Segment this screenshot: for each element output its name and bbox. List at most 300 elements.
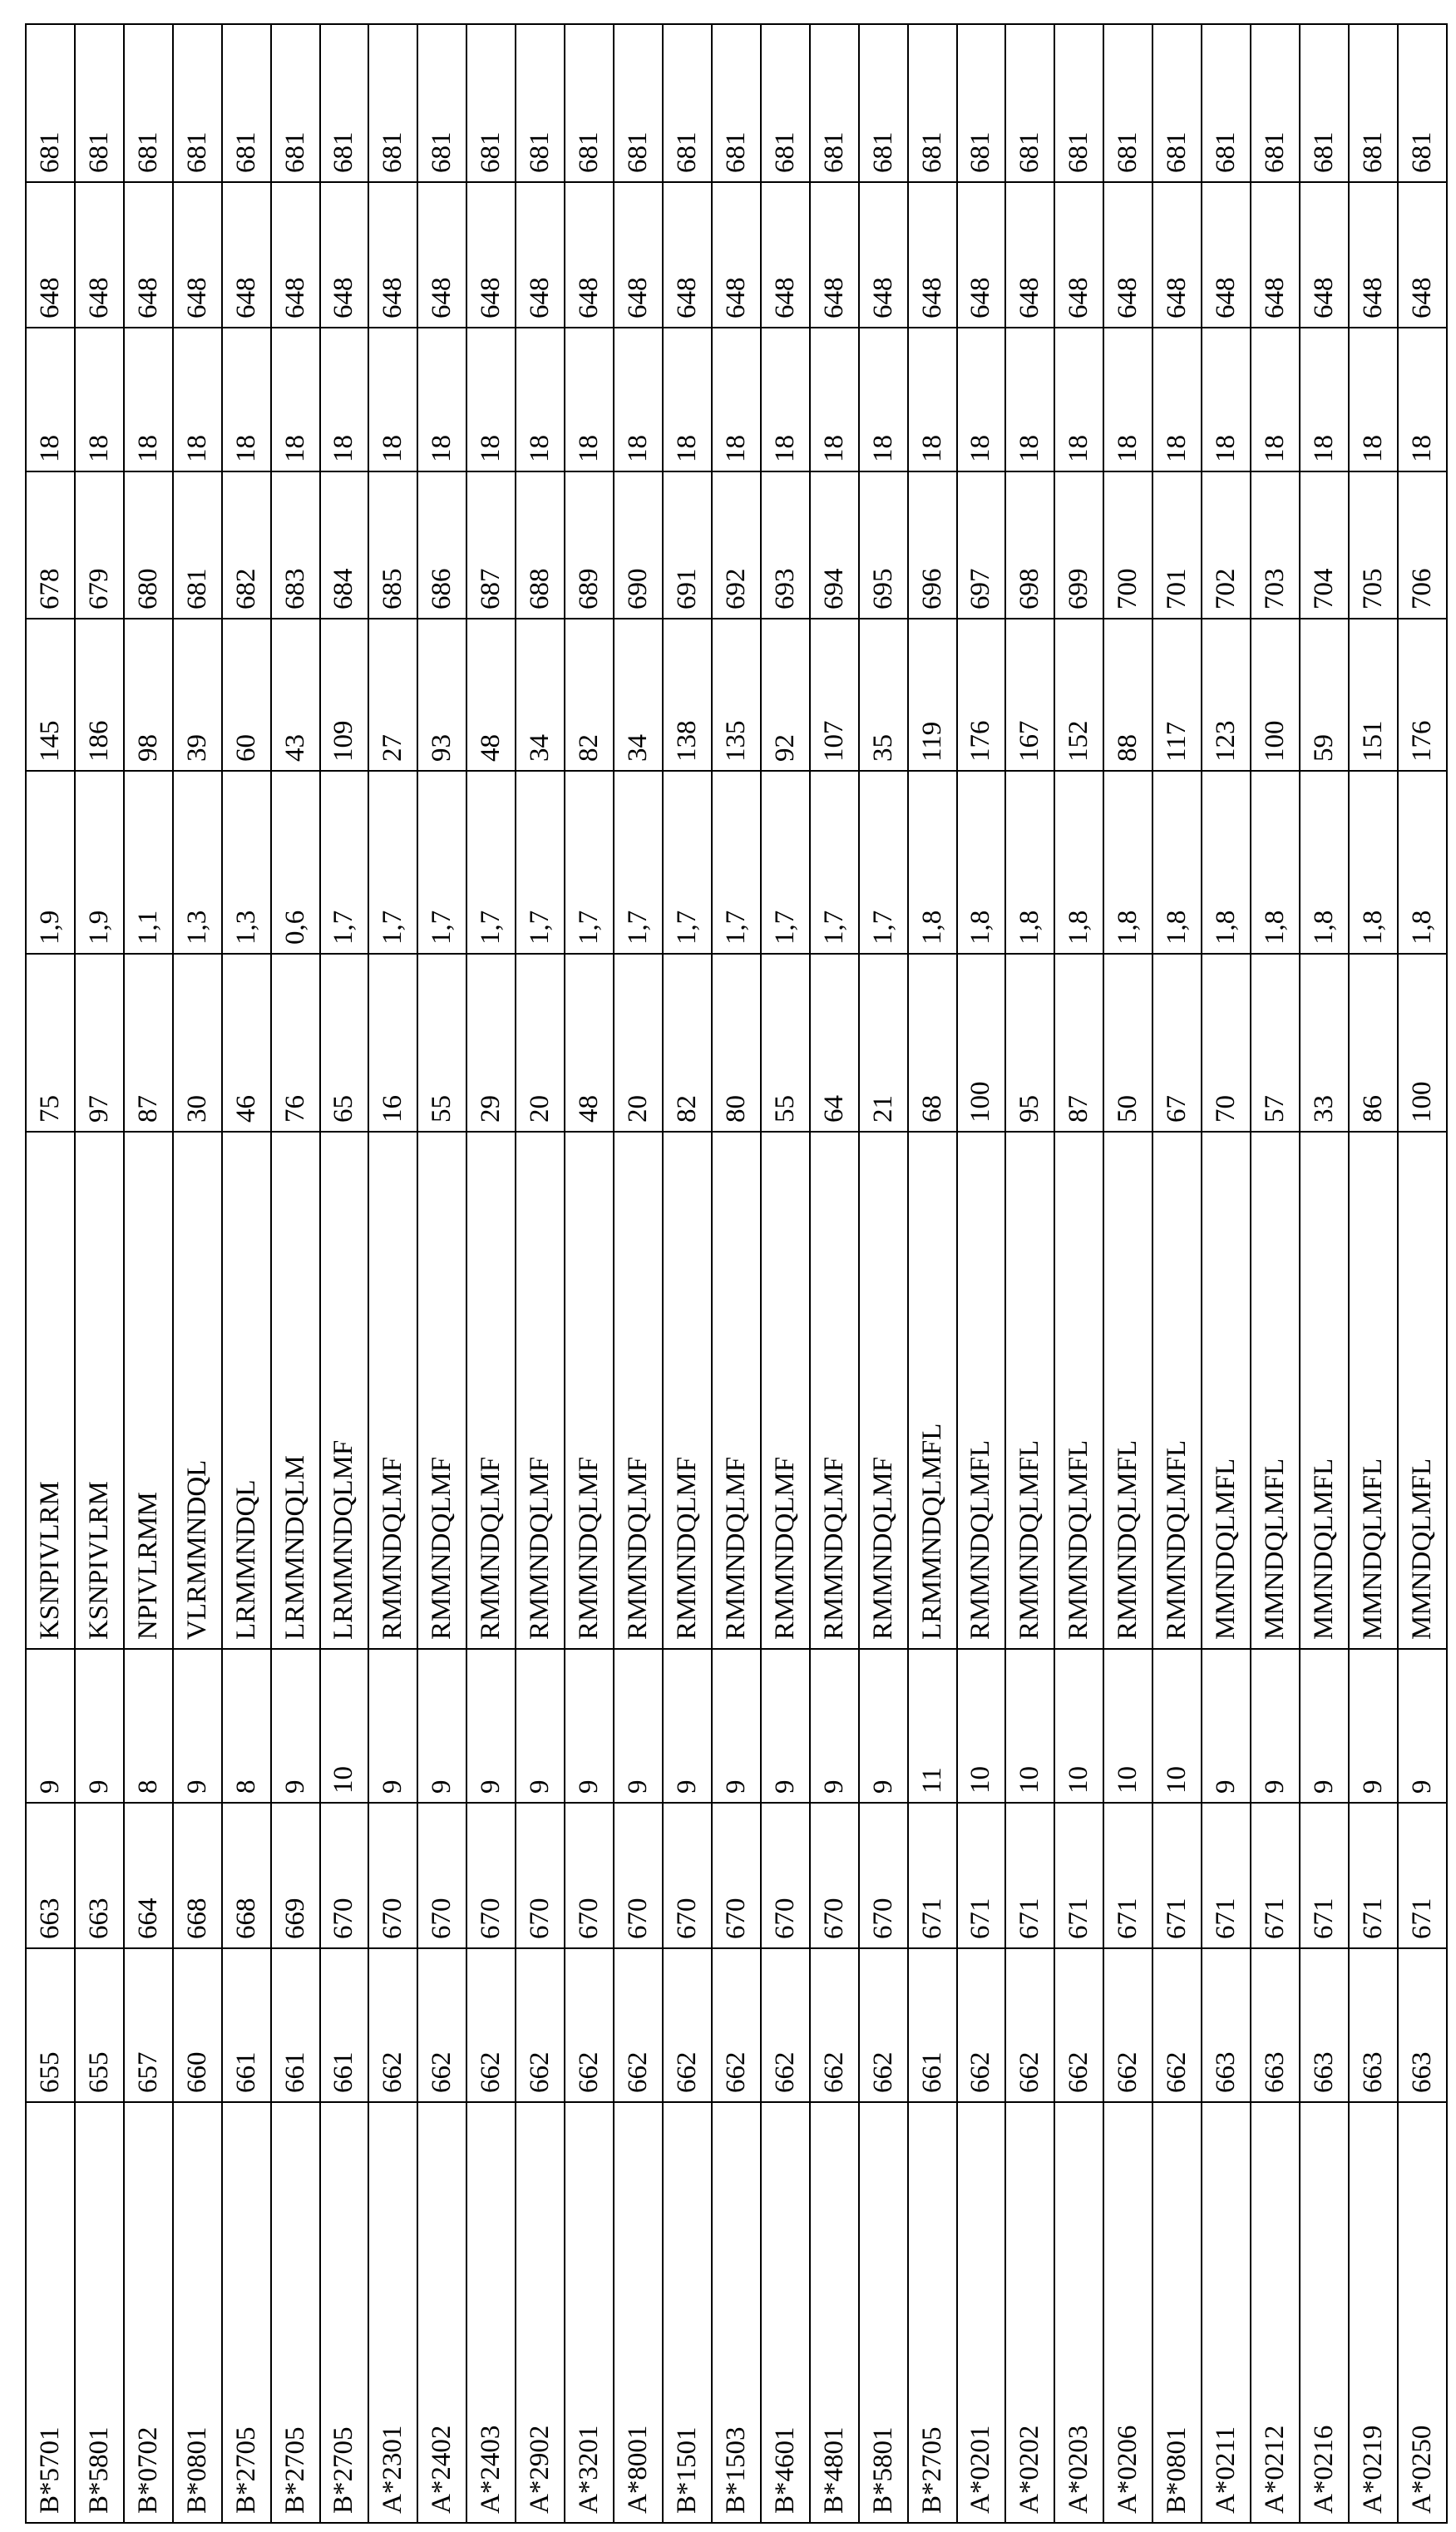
- cell-length: 9: [565, 1649, 614, 1803]
- cell-score: 21: [859, 954, 908, 1132]
- cell-end: 670: [761, 1803, 810, 1948]
- cell-peptide: RMMNDQLMFL: [1054, 1132, 1103, 1649]
- cell-value: 1,7: [516, 771, 565, 954]
- cell-col-12: 681: [1251, 24, 1300, 182]
- table-row: [810, 24, 859, 2523]
- cell-start: 662: [614, 1948, 663, 2102]
- table-row: [565, 24, 614, 2523]
- cell-entry-id: 691: [663, 471, 712, 619]
- cell-col-10: 18: [1103, 328, 1152, 471]
- cell-score: 70: [1202, 954, 1251, 1132]
- cell-end: 670: [516, 1803, 565, 1948]
- cell-rank: 109: [320, 619, 369, 771]
- cell-rank: 152: [1054, 619, 1103, 771]
- cell-end: 670: [466, 1803, 516, 1948]
- table-row: [761, 24, 810, 2523]
- cell-end: 670: [859, 1803, 908, 1948]
- cell-allele: A*0201: [957, 2102, 1006, 2523]
- cell-value: 0,6: [271, 771, 320, 954]
- cell-end: 671: [1398, 1803, 1447, 1948]
- cell-allele: B*1503: [712, 2102, 761, 2523]
- cell-col-11: 648: [222, 182, 271, 328]
- cell-col-10: 18: [1152, 328, 1202, 471]
- cell-rank: 123: [1202, 619, 1251, 771]
- cell-col-12: 681: [614, 24, 663, 182]
- cell-col-11: 648: [320, 182, 369, 328]
- cell-start: 662: [516, 1948, 565, 2102]
- cell-allele: A*0216: [1300, 2102, 1349, 2523]
- cell-col-11: 648: [124, 182, 173, 328]
- cell-col-10: 18: [614, 328, 663, 471]
- peptide-table: [25, 23, 1448, 2524]
- cell-peptide: RMMNDQLMF: [466, 1132, 516, 1649]
- cell-length: 10: [1103, 1649, 1152, 1803]
- cell-length: 9: [516, 1649, 565, 1803]
- cell-end: 668: [222, 1803, 271, 1948]
- cell-start: 663: [1349, 1948, 1398, 2102]
- cell-start: 662: [761, 1948, 810, 2102]
- table-row: [1398, 24, 1447, 2523]
- cell-start: 655: [75, 1948, 124, 2102]
- cell-entry-id: 705: [1349, 471, 1398, 619]
- cell-score: 65: [320, 954, 369, 1132]
- table-body: [26, 24, 1447, 2523]
- cell-length: 9: [810, 1649, 859, 1803]
- cell-value: 1,8: [1054, 771, 1103, 954]
- cell-start: 655: [26, 1948, 75, 2102]
- cell-col-12: 681: [761, 24, 810, 182]
- cell-peptide: RMMNDQLMFL: [1005, 1132, 1054, 1649]
- cell-peptide: MMNDQLMFL: [1202, 1132, 1251, 1649]
- cell-col-11: 648: [1251, 182, 1300, 328]
- cell-col-10: 18: [124, 328, 173, 471]
- table-row: [466, 24, 516, 2523]
- cell-entry-id: 678: [26, 471, 75, 619]
- cell-start: 662: [466, 1948, 516, 2102]
- cell-rank: 151: [1349, 619, 1398, 771]
- cell-allele: B*5801: [75, 2102, 124, 2523]
- cell-end: 671: [1152, 1803, 1202, 1948]
- cell-rank: 48: [466, 619, 516, 771]
- cell-rank: 167: [1005, 619, 1054, 771]
- cell-col-11: 648: [957, 182, 1006, 328]
- table-row: [320, 24, 369, 2523]
- cell-score: 95: [1005, 954, 1054, 1132]
- cell-score: 80: [712, 954, 761, 1132]
- cell-allele: B*5801: [859, 2102, 908, 2523]
- cell-col-11: 648: [1103, 182, 1152, 328]
- cell-length: 9: [1398, 1649, 1447, 1803]
- cell-score: 87: [124, 954, 173, 1132]
- cell-col-10: 18: [516, 328, 565, 471]
- cell-rank: 117: [1152, 619, 1202, 771]
- table-row: [1202, 24, 1251, 2523]
- cell-col-12: 681: [271, 24, 320, 182]
- cell-col-12: 681: [173, 24, 222, 182]
- table-row: [1251, 24, 1300, 2523]
- cell-col-10: 18: [1251, 328, 1300, 471]
- rotated-table-container: [25, 25, 1448, 2524]
- cell-entry-id: 690: [614, 471, 663, 619]
- table-row: [1005, 24, 1054, 2523]
- cell-rank: 138: [663, 619, 712, 771]
- table-row: [1103, 24, 1152, 2523]
- cell-end: 670: [663, 1803, 712, 1948]
- cell-allele: A*0206: [1103, 2102, 1152, 2523]
- cell-end: 671: [1005, 1803, 1054, 1948]
- cell-col-10: 18: [271, 328, 320, 471]
- cell-allele: B*0801: [173, 2102, 222, 2523]
- cell-entry-id: 696: [908, 471, 957, 619]
- cell-entry-id: 681: [173, 471, 222, 619]
- cell-allele: A*0250: [1398, 2102, 1447, 2523]
- cell-length: 10: [320, 1649, 369, 1803]
- cell-start: 662: [810, 1948, 859, 2102]
- cell-col-12: 681: [810, 24, 859, 182]
- cell-allele: B*2705: [908, 2102, 957, 2523]
- cell-value: 1,9: [75, 771, 124, 954]
- cell-end: 670: [368, 1803, 417, 1948]
- cell-score: 76: [271, 954, 320, 1132]
- table-row: [173, 24, 222, 2523]
- cell-col-11: 648: [271, 182, 320, 328]
- cell-allele: B*2705: [320, 2102, 369, 2523]
- cell-value: 1,7: [761, 771, 810, 954]
- cell-allele: B*2705: [271, 2102, 320, 2523]
- table-row: [1152, 24, 1202, 2523]
- cell-entry-id: 687: [466, 471, 516, 619]
- cell-col-10: 18: [663, 328, 712, 471]
- cell-allele: B*4801: [810, 2102, 859, 2523]
- cell-allele: A*0211: [1202, 2102, 1251, 2523]
- cell-col-10: 18: [810, 328, 859, 471]
- cell-col-12: 681: [222, 24, 271, 182]
- cell-rank: 92: [761, 619, 810, 771]
- cell-rank: 100: [1251, 619, 1300, 771]
- cell-col-11: 648: [1054, 182, 1103, 328]
- cell-peptide: LRMMNDQLM: [271, 1132, 320, 1649]
- cell-rank: 34: [614, 619, 663, 771]
- cell-length: 9: [368, 1649, 417, 1803]
- cell-peptide: MMNDQLMFL: [1300, 1132, 1349, 1649]
- cell-col-12: 681: [516, 24, 565, 182]
- cell-start: 662: [663, 1948, 712, 2102]
- cell-end: 671: [957, 1803, 1006, 1948]
- cell-score: 67: [1152, 954, 1202, 1132]
- cell-allele: A*2402: [417, 2102, 466, 2523]
- cell-start: 663: [1202, 1948, 1251, 2102]
- cell-score: 100: [1398, 954, 1447, 1132]
- cell-col-11: 648: [565, 182, 614, 328]
- cell-start: 661: [271, 1948, 320, 2102]
- cell-allele: B*4601: [761, 2102, 810, 2523]
- cell-col-10: 18: [908, 328, 957, 471]
- table-row: [859, 24, 908, 2523]
- cell-length: 9: [417, 1649, 466, 1803]
- table-row: [75, 24, 124, 2523]
- cell-value: 1,8: [1202, 771, 1251, 954]
- cell-entry-id: 679: [75, 471, 124, 619]
- cell-entry-id: 685: [368, 471, 417, 619]
- cell-peptide: RMMNDQLMF: [614, 1132, 663, 1649]
- cell-rank: 35: [859, 619, 908, 771]
- cell-entry-id: 703: [1251, 471, 1300, 619]
- cell-col-12: 681: [565, 24, 614, 182]
- cell-allele: A*8001: [614, 2102, 663, 2523]
- cell-value: 1,8: [1251, 771, 1300, 954]
- cell-col-10: 18: [222, 328, 271, 471]
- table-row: [1054, 24, 1103, 2523]
- cell-col-11: 648: [516, 182, 565, 328]
- cell-value: 1,7: [565, 771, 614, 954]
- cell-col-12: 681: [859, 24, 908, 182]
- cell-peptide: RMMNDQLMF: [761, 1132, 810, 1649]
- cell-value: 1,7: [859, 771, 908, 954]
- cell-entry-id: 686: [417, 471, 466, 619]
- cell-rank: 119: [908, 619, 957, 771]
- cell-col-10: 18: [1349, 328, 1398, 471]
- cell-peptide: RMMNDQLMF: [810, 1132, 859, 1649]
- cell-col-10: 18: [75, 328, 124, 471]
- cell-entry-id: 693: [761, 471, 810, 619]
- table-row: [124, 24, 173, 2523]
- cell-length: 9: [761, 1649, 810, 1803]
- cell-peptide: RMMNDQLMF: [859, 1132, 908, 1649]
- cell-rank: 135: [712, 619, 761, 771]
- cell-score: 30: [173, 954, 222, 1132]
- cell-col-10: 18: [712, 328, 761, 471]
- cell-col-12: 681: [26, 24, 75, 182]
- cell-entry-id: 692: [712, 471, 761, 619]
- cell-start: 663: [1300, 1948, 1349, 2102]
- cell-score: 75: [26, 954, 75, 1132]
- cell-col-12: 681: [957, 24, 1006, 182]
- table-row: [417, 24, 466, 2523]
- cell-allele: A*2902: [516, 2102, 565, 2523]
- cell-end: 670: [565, 1803, 614, 1948]
- cell-col-12: 681: [1349, 24, 1398, 182]
- cell-peptide: RMMNDQLMF: [516, 1132, 565, 1649]
- cell-peptide: RMMNDQLMF: [368, 1132, 417, 1649]
- cell-value: 1,9: [26, 771, 75, 954]
- cell-col-12: 681: [663, 24, 712, 182]
- cell-start: 662: [859, 1948, 908, 2102]
- cell-value: 1,7: [466, 771, 516, 954]
- cell-col-11: 648: [1300, 182, 1349, 328]
- cell-allele: B*0801: [1152, 2102, 1202, 2523]
- cell-score: 48: [565, 954, 614, 1132]
- cell-value: 1,8: [1005, 771, 1054, 954]
- cell-col-11: 648: [712, 182, 761, 328]
- cell-end: 669: [271, 1803, 320, 1948]
- cell-col-11: 648: [1398, 182, 1447, 328]
- cell-length: 8: [124, 1649, 173, 1803]
- cell-start: 662: [1103, 1948, 1152, 2102]
- cell-col-10: 18: [1398, 328, 1447, 471]
- cell-value: 1,7: [810, 771, 859, 954]
- cell-entry-id: 694: [810, 471, 859, 619]
- cell-value: 1,8: [908, 771, 957, 954]
- cell-start: 662: [712, 1948, 761, 2102]
- cell-value: 1,7: [368, 771, 417, 954]
- cell-start: 662: [368, 1948, 417, 2102]
- cell-length: 9: [663, 1649, 712, 1803]
- table-row: [663, 24, 712, 2523]
- table-row: [271, 24, 320, 2523]
- cell-score: 100: [957, 954, 1006, 1132]
- cell-col-10: 18: [466, 328, 516, 471]
- cell-col-10: 18: [1300, 328, 1349, 471]
- cell-allele: A*3201: [565, 2102, 614, 2523]
- cell-col-10: 18: [859, 328, 908, 471]
- cell-col-12: 681: [1054, 24, 1103, 182]
- cell-allele: B*5701: [26, 2102, 75, 2523]
- cell-col-11: 648: [466, 182, 516, 328]
- cell-start: 663: [1251, 1948, 1300, 2102]
- cell-start: 662: [1152, 1948, 1202, 2102]
- cell-value: 1,7: [614, 771, 663, 954]
- cell-col-11: 648: [368, 182, 417, 328]
- cell-col-12: 681: [75, 24, 124, 182]
- cell-entry-id: 700: [1103, 471, 1152, 619]
- cell-col-11: 648: [810, 182, 859, 328]
- cell-score: 16: [368, 954, 417, 1132]
- cell-allele: A*0219: [1349, 2102, 1398, 2523]
- cell-score: 29: [466, 954, 516, 1132]
- cell-peptide: KSNPIVLRM: [26, 1132, 75, 1649]
- cell-peptide: RMMNDQLMFL: [1103, 1132, 1152, 1649]
- table-row: [712, 24, 761, 2523]
- table-row: [614, 24, 663, 2523]
- cell-value: 1,8: [1349, 771, 1398, 954]
- cell-col-10: 18: [1005, 328, 1054, 471]
- cell-col-10: 18: [417, 328, 466, 471]
- cell-col-10: 18: [173, 328, 222, 471]
- cell-end: 671: [1054, 1803, 1103, 1948]
- cell-score: 57: [1251, 954, 1300, 1132]
- cell-col-10: 18: [1202, 328, 1251, 471]
- cell-score: 20: [516, 954, 565, 1132]
- cell-col-11: 648: [908, 182, 957, 328]
- cell-start: 661: [222, 1948, 271, 2102]
- cell-entry-id: 682: [222, 471, 271, 619]
- cell-peptide: MMNDQLMFL: [1251, 1132, 1300, 1649]
- cell-entry-id: 688: [516, 471, 565, 619]
- cell-length: 9: [173, 1649, 222, 1803]
- cell-allele: B*2705: [222, 2102, 271, 2523]
- cell-start: 661: [908, 1948, 957, 2102]
- cell-entry-id: 698: [1005, 471, 1054, 619]
- cell-col-11: 648: [1005, 182, 1054, 328]
- cell-length: 10: [1054, 1649, 1103, 1803]
- table-row: [26, 24, 75, 2523]
- cell-peptide: LRMMNDQLMFL: [908, 1132, 957, 1649]
- cell-entry-id: 684: [320, 471, 369, 619]
- cell-start: 657: [124, 1948, 173, 2102]
- cell-col-12: 681: [1300, 24, 1349, 182]
- cell-rank: 107: [810, 619, 859, 771]
- cell-col-11: 648: [1152, 182, 1202, 328]
- cell-entry-id: 697: [957, 471, 1006, 619]
- cell-start: 660: [173, 1948, 222, 2102]
- cell-score: 86: [1349, 954, 1398, 1132]
- cell-end: 663: [26, 1803, 75, 1948]
- cell-col-11: 648: [859, 182, 908, 328]
- cell-end: 664: [124, 1803, 173, 1948]
- cell-value: 1,7: [663, 771, 712, 954]
- cell-value: 1,8: [1300, 771, 1349, 954]
- cell-allele: A*0203: [1054, 2102, 1103, 2523]
- cell-length: 9: [712, 1649, 761, 1803]
- cell-score: 55: [761, 954, 810, 1132]
- cell-value: 1,8: [1398, 771, 1447, 954]
- cell-col-11: 648: [761, 182, 810, 328]
- cell-rank: 145: [26, 619, 75, 771]
- table-row: [1300, 24, 1349, 2523]
- cell-peptide: NPIVLRMM: [124, 1132, 173, 1649]
- cell-length: 9: [1202, 1649, 1251, 1803]
- cell-col-11: 648: [1349, 182, 1398, 328]
- cell-score: 50: [1103, 954, 1152, 1132]
- cell-col-10: 18: [565, 328, 614, 471]
- cell-rank: 93: [417, 619, 466, 771]
- cell-col-10: 18: [26, 328, 75, 471]
- cell-entry-id: 680: [124, 471, 173, 619]
- cell-col-10: 18: [761, 328, 810, 471]
- cell-entry-id: 689: [565, 471, 614, 619]
- cell-length: 9: [271, 1649, 320, 1803]
- cell-length: 9: [614, 1649, 663, 1803]
- cell-value: 1,8: [1152, 771, 1202, 954]
- cell-end: 671: [1300, 1803, 1349, 1948]
- cell-start: 662: [1005, 1948, 1054, 2102]
- cell-score: 64: [810, 954, 859, 1132]
- cell-end: 670: [614, 1803, 663, 1948]
- cell-end: 668: [173, 1803, 222, 1948]
- cell-col-11: 648: [26, 182, 75, 328]
- cell-length: 10: [1005, 1649, 1054, 1803]
- cell-length: 8: [222, 1649, 271, 1803]
- cell-col-10: 18: [320, 328, 369, 471]
- cell-rank: 176: [957, 619, 1006, 771]
- cell-score: 33: [1300, 954, 1349, 1132]
- cell-allele: A*0202: [1005, 2102, 1054, 2523]
- cell-score: 55: [417, 954, 466, 1132]
- cell-rank: 59: [1300, 619, 1349, 771]
- cell-entry-id: 683: [271, 471, 320, 619]
- cell-start: 662: [417, 1948, 466, 2102]
- cell-rank: 88: [1103, 619, 1152, 771]
- cell-col-10: 18: [1054, 328, 1103, 471]
- cell-col-12: 681: [1398, 24, 1447, 182]
- cell-peptide: RMMNDQLMF: [417, 1132, 466, 1649]
- cell-peptide: RMMNDQLMFL: [957, 1132, 1006, 1649]
- cell-end: 671: [1202, 1803, 1251, 1948]
- table-row: [516, 24, 565, 2523]
- cell-peptide: RMMNDQLMF: [712, 1132, 761, 1649]
- cell-col-12: 681: [1152, 24, 1202, 182]
- cell-score: 46: [222, 954, 271, 1132]
- cell-peptide: LRMMNDQL: [222, 1132, 271, 1649]
- table-row: [957, 24, 1006, 2523]
- cell-col-12: 681: [466, 24, 516, 182]
- cell-col-12: 681: [712, 24, 761, 182]
- table-row: [908, 24, 957, 2523]
- cell-rank: 82: [565, 619, 614, 771]
- cell-allele: B*0702: [124, 2102, 173, 2523]
- cell-rank: 186: [75, 619, 124, 771]
- cell-start: 662: [565, 1948, 614, 2102]
